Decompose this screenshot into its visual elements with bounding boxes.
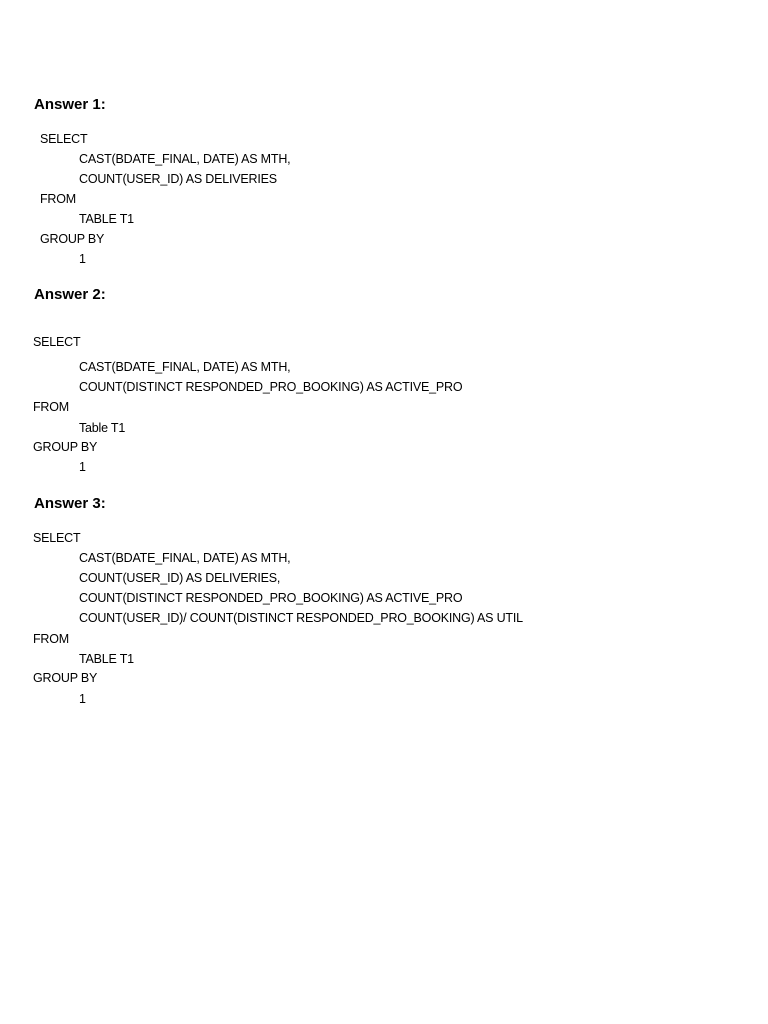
answer-1-line-group-value: 1	[79, 252, 86, 266]
answer-1-from-keyword: FROM	[40, 192, 76, 206]
answer-2-heading: Answer 2:	[34, 286, 106, 303]
answer-1-heading: Answer 1:	[34, 96, 106, 113]
answer-3-line-group-value: 1	[79, 692, 86, 706]
answer-3-line-table: TABLE T1	[79, 652, 134, 666]
answer-1-group-by-keyword: GROUP BY	[40, 232, 105, 246]
answer-1-select-keyword: SELECT	[40, 132, 88, 146]
answer-1-line-count-deliveries: COUNT(USER_ID) AS DELIVERIES	[79, 172, 277, 186]
answer-3-group-by-keyword: GROUP BY	[33, 671, 98, 685]
answer-2-line-cast: CAST(BDATE_FINAL, DATE) AS MTH,	[79, 360, 291, 374]
answer-3-heading: Answer 3:	[34, 495, 106, 512]
answer-2-select-keyword: SELECT	[33, 335, 81, 349]
answer-1-line-cast: CAST(BDATE_FINAL, DATE) AS MTH,	[79, 152, 291, 166]
answer-3-select-keyword: SELECT	[33, 531, 81, 545]
answer-2-group-by-keyword: GROUP BY	[33, 440, 98, 454]
answer-3-from-keyword: FROM	[33, 632, 69, 646]
answer-3-line-util: COUNT(USER_ID)/ COUNT(DISTINCT RESPONDED_PRO_BOOKING) AS UTIL	[79, 611, 523, 625]
answer-2-from-keyword: FROM	[33, 400, 69, 414]
answer-3-line-count-active-pro: COUNT(DISTINCT RESPONDED_PRO_BOOKING) AS ACTIVE_PRO	[79, 591, 463, 605]
answer-2-line-group-value: 1	[79, 460, 86, 474]
answer-2-line-table: Table T1	[79, 421, 126, 435]
answer-1-line-table: TABLE T1	[79, 212, 134, 226]
answer-3-line-cast: CAST(BDATE_FINAL, DATE) AS MTH,	[79, 551, 291, 565]
answer-2-line-count-active-pro: COUNT(DISTINCT RESPONDED_PRO_BOOKING) AS ACTIVE_PRO	[79, 380, 463, 394]
answer-3-line-count-deliveries: COUNT(USER_ID) AS DELIVERIES,	[79, 571, 281, 585]
